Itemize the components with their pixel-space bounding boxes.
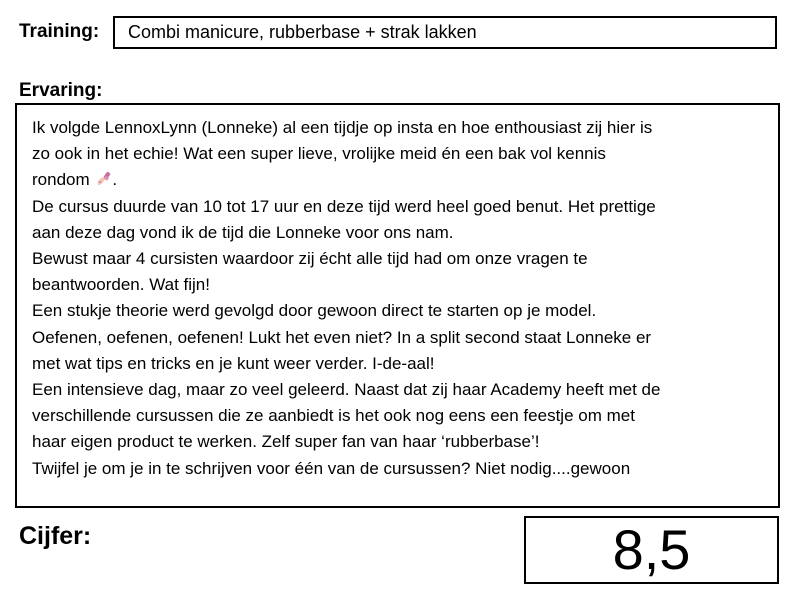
ervaring-label: Ervaring:	[19, 80, 103, 101]
ervaring-line: Oefenen, oefenen, oefenen! Lukt het even niet? In a split second staat Lonneke er	[32, 327, 652, 347]
ervaring-line: Ik volgde LennoxLynn (Lonneke) al een tijdje op insta en hoe enthousiast zij hier is	[32, 118, 653, 137]
ervaring-line: De cursus duurde van 10 tot 17 uur en deze tijd werd heel goed benut. Het prettige	[32, 196, 656, 216]
ervaring-line: verschillende cursussen die ze aanbiedt is het ook nog eens een feestje om met	[32, 406, 635, 426]
ervaring-textarea[interactable]	[15, 103, 780, 508]
training-label: Training:	[19, 21, 100, 42]
ervaring-line: zo ook in het echie! Wat een super lieve, vrolijke meid én een bak vol kennis	[32, 144, 606, 164]
ervaring-line: met wat tips en tricks en je kunt weer verder. I-de-aal!	[32, 353, 435, 373]
ervaring-line: Een stukje theorie werd gevolgd door gewoon direct te starten op je model.	[32, 301, 597, 321]
ervaring-line: aan deze dag vond ik de tijd die Lonneke voor ons nam.	[32, 222, 454, 242]
nail-polish-icon	[94, 170, 112, 188]
ervaring-line: beantwoorden. Wat fijn!	[32, 275, 210, 295]
ervaring-line	[32, 167, 766, 193]
ervaring-line: Een intensieve dag, maar zo veel geleerd. Naast dat zij haar Academy heeft met de	[32, 380, 661, 400]
cijfer-field[interactable]: 8,5	[524, 516, 779, 584]
ervaring-line: Twijfel je om je in te schrijven voor één van de cursussen? Niet nodig....gewoon	[32, 458, 631, 478]
ervaring-line-part: rondom	[32, 170, 90, 190]
ervaring-line-part: .	[112, 170, 118, 190]
ervaring-line: Bewust maar 4 cursisten waardoor zij écht alle tijd had om onze vragen te	[32, 249, 588, 269]
cijfer-label: Cijfer:	[19, 522, 92, 550]
ervaring-line: haar eigen product te werken. Zelf super fan van haar ‘rubberbase’!	[32, 432, 540, 452]
training-field[interactable]: Combi manicure, rubberbase + strak lakken	[113, 16, 777, 49]
